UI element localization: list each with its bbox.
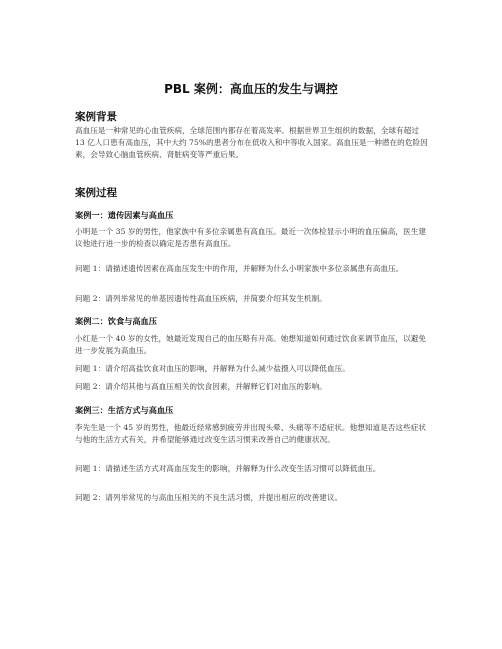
document-title: PBL 案例：高血压的发生与调控	[164, 82, 338, 96]
case3-question-1: 问题 1：请描述生活方式对高血压发生的影响，并解释为什么改变生活习惯可以降低血压。	[75, 464, 381, 473]
case2-question-1: 问题 1：请介绍高盐饮食对血压的影响，并解释为什么减少盐摄入可以降低血压。	[75, 364, 350, 373]
case3-paragraph: 李先生是一个 45 岁的男性，他最近经常感到疲劳并出现头晕、头痛等不适症状。他想知道是否这些症状与他的生活方式有关，并希望能够通过改变生活习惯来改善自己的健康状况。	[75, 423, 427, 444]
case2-paragraph: 小红是一个 40 岁的女性，她最近发现自己的血压略有升高。她想知道如何通过饮食来调节血压，以避免进一步发展为高血压。	[75, 334, 427, 355]
case1-paragraph: 小明是一个 35 岁的男性，他家族中有多位亲属患有高血压。最近一次体检显示小明的血压偏高，医生建议他进行进一步的检查以确定是否患有高血压。	[75, 227, 427, 248]
case1-heading: 案例一：遗传因素与高血压	[75, 210, 174, 220]
section-heading-process: 案例过程	[75, 187, 117, 199]
case3-heading: 案例三：生活方式与高血压	[75, 405, 174, 415]
case2-heading: 案例二：饮食与高血压	[75, 316, 157, 326]
case1-question-1: 问题 1：请描述遗传因素在高血压发生中的作用，并解释为什么小明家族中多位亲属患有高血压。	[75, 264, 404, 273]
section-heading-background: 案例背景	[75, 111, 117, 123]
case3-question-2: 问题 2：请列举常见的与高血压相关的不良生活习惯，并提出相应的改善建议。	[75, 493, 343, 502]
case1-question-2: 问题 2：请列举常见的单基因遗传性高血压疾病，并简要介绍其发生机制。	[75, 294, 327, 303]
background-paragraph: 高血压是一种常见的心血管疾病，全球范围内都存在着高发率。根据世界卫生组织的数据，全球有超过 13 亿人口患有高血压，其中大约 75%的患者分布在低收入和中等收入国家。高血压是一种潜在的危险因素，会导致心脑血管疾病、肾脏病变等严重后果。	[75, 126, 428, 159]
case2-question-2: 问题 2：请介绍其他与高血压相关的饮食因素，并解释它们对血压的影响。	[75, 382, 327, 391]
